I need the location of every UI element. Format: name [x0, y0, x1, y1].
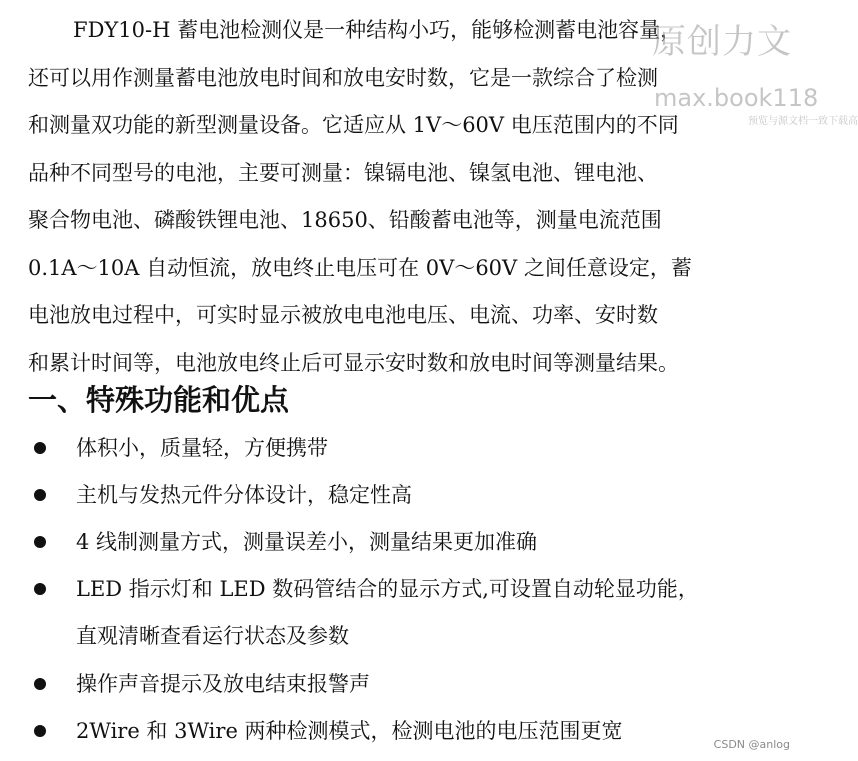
intro-line: 还可以用作测量蓄电池放电时间和放电安时数，它是一款综合了检测 — [28, 65, 658, 90]
intro-paragraph — [28, 7, 780, 387]
feature-text: 体积小，质量轻，方便携带 — [76, 436, 328, 460]
intro-line: 和测量双功能的新型测量设备。它适应从 1V～60V 电压范围内的不同 — [28, 113, 679, 137]
intro-line: FDY10-H 蓄电池检测仪是一种结构小巧，能够检测蓄电池容量， — [73, 18, 682, 42]
bullet-icon — [34, 489, 46, 501]
source-credit: CSDN @anlog — [713, 738, 790, 751]
feature-text: LED 指示灯和 LED 数码管结合的显示方式,可设置自动轮显功能， — [76, 577, 699, 601]
bullet-icon — [34, 678, 46, 690]
feature-item — [28, 708, 788, 755]
intro-line: 和累计时间等，电池放电终止后可显示安时数和放电时间等测量结果。 — [28, 350, 679, 375]
feature-text: 操作声音提示及放电结束报警声 — [76, 672, 370, 696]
feature-item — [28, 661, 788, 708]
intro-line: 聚合物电池、磷酸铁锂电池、18650、铅酸蓄电池等，测量电流范围 — [28, 208, 662, 232]
feature-text: 2Wire 和 3Wire 两种检测模式，检测电池的电压范围更宽 — [76, 719, 623, 743]
feature-list — [28, 425, 788, 755]
feature-item — [28, 566, 788, 661]
intro-line: 0.1A～10A 自动恒流，放电终止电压可在 0V～60V 之间任意设定，蓄 — [28, 255, 692, 280]
intro-line: 电池放电过程中，可实时显示被放电电池电压、电流、功率、安时数 — [28, 303, 658, 327]
bullet-icon — [34, 442, 46, 454]
feature-item — [28, 519, 788, 566]
feature-text: 主机与发热元件分体设计，稳定性高 — [76, 483, 412, 507]
feature-text: 4 线制测量方式，测量误差小，测量结果更加准确 — [76, 530, 538, 554]
feature-item — [28, 425, 788, 472]
watermark-url: max.book118 — [654, 84, 819, 112]
section-heading: 一、特殊功能和优点 — [28, 383, 290, 417]
watermark-note: 预览与源文档一致下载高 — [748, 116, 858, 127]
bullet-icon — [34, 583, 46, 595]
feature-text-continued: 直观清晰查看运行状态及参数 — [76, 624, 349, 648]
bullet-icon — [34, 725, 46, 737]
bullet-icon — [34, 536, 46, 548]
watermark-title: 原创力文 — [652, 22, 792, 62]
feature-item — [28, 472, 788, 519]
intro-line: 品种不同型号的电池，主要可测量：镍镉电池、镍氢电池、锂电池、 — [28, 160, 658, 185]
